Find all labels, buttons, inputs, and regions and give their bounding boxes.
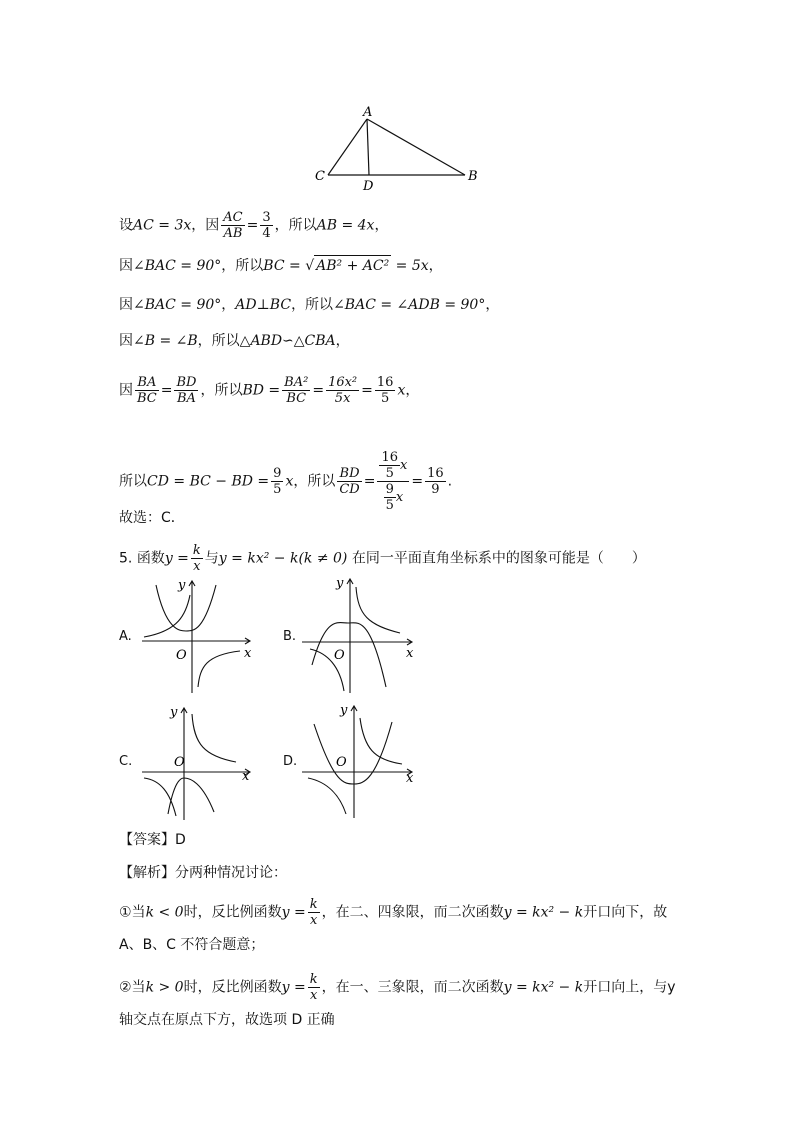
text: 在同一平面直角坐标系中的图象可能是（ ）: [351, 550, 646, 567]
num: 9: [273, 466, 282, 481]
sqrt-sign: √: [305, 258, 315, 274]
text: 与: [204, 550, 219, 567]
math: x: [397, 382, 406, 399]
option-d-label[interactable]: D.: [283, 754, 298, 769]
text: 设: [119, 217, 133, 234]
analysis-case-2-cont: 轴交点在原点下方，故选项 D 正确: [119, 1012, 335, 1028]
solution-choice: 故选：C．: [119, 510, 185, 526]
math: ∠B = ∠B: [133, 333, 198, 349]
den: 5: [273, 482, 282, 497]
math: AD⊥BC: [235, 297, 292, 313]
svg-text:x: x: [406, 646, 414, 661]
option-a-graph[interactable]: [138, 575, 258, 695]
text: ，: [221, 297, 236, 313]
den: 5: [375, 390, 396, 406]
text: ，所以: [291, 297, 334, 313]
den: 9: [425, 481, 446, 497]
fraction: [308, 897, 320, 928]
text: ，所以: [221, 258, 264, 274]
label-d: D: [363, 179, 374, 194]
fraction: [282, 375, 310, 406]
den: BA: [174, 390, 198, 406]
text: ，在一、三象限，而二次函数: [321, 979, 504, 996]
text: ，所以: [293, 473, 336, 490]
svg-text:y: y: [178, 578, 186, 593]
den: x: [191, 558, 203, 574]
math: CD = BC − BD =: [147, 473, 270, 490]
math: y =: [281, 904, 306, 921]
text: 函数: [136, 550, 165, 567]
num: BD: [339, 466, 360, 481]
text: .: [447, 473, 453, 490]
math: = 5x: [395, 258, 429, 274]
label-b: B: [468, 169, 478, 184]
text: 因: [119, 258, 133, 274]
option-b-label[interactable]: B.: [283, 629, 297, 644]
math: y = kx² − k(k ≠ 0): [218, 550, 348, 567]
analysis-head: 【解析】分两种情况讨论：: [119, 865, 287, 881]
fraction: [191, 543, 203, 574]
text: ，所以: [274, 217, 317, 234]
den: 5: [385, 498, 394, 513]
fraction: [260, 210, 272, 241]
num: k: [309, 972, 318, 987]
svg-text:x: x: [244, 646, 252, 661]
den: x: [308, 912, 320, 928]
radicand: AB² + AC²: [314, 255, 391, 276]
math: ∠BAC = ∠ADB = 90°: [333, 297, 486, 313]
text: 因: [119, 297, 133, 313]
num: $\frac{16}{5}$ x: [381, 450, 408, 481]
compound-fraction: [377, 450, 409, 513]
text: ，所以: [197, 333, 240, 349]
math: y =: [281, 979, 306, 996]
svg-text:y: y: [340, 703, 348, 718]
text: ，在二、四象限，而二次函数: [321, 904, 504, 921]
text: ，: [485, 297, 500, 313]
num: 16: [376, 375, 394, 390]
fraction: [174, 375, 198, 406]
question-5: [119, 543, 646, 574]
answer: 【答案】D: [119, 832, 186, 848]
text: 因: [119, 333, 133, 349]
text: ，: [405, 382, 420, 399]
text: 开口向上，与y: [583, 979, 676, 996]
option-a-label[interactable]: A.: [119, 629, 132, 644]
num: AC: [223, 210, 243, 225]
text: ，: [335, 333, 350, 349]
den: $\frac{9}{5}$ x: [377, 481, 409, 513]
fraction: [271, 466, 283, 497]
math: y = kx² − k: [503, 904, 584, 921]
eq: =: [246, 217, 259, 234]
analysis-case-1: [119, 897, 667, 928]
solution-line-2: [119, 255, 443, 276]
math: △ABD∽△CBA: [239, 333, 336, 349]
den: 5: [379, 465, 400, 481]
solution-line-6: 所以CD = BC − BD = $\frac{9}{5}$ x，所以 $\frac{BD}{CD}$ = $\frac{16}{5}$ x $\frac{9}{5}$ x = $\frac{16}{9}$ .: [119, 450, 453, 513]
svg-text:O: O: [334, 648, 345, 663]
num: 16: [427, 466, 444, 481]
math-ab: AB = 4x: [316, 217, 375, 234]
num: 16x²: [328, 375, 358, 390]
num: BD: [176, 375, 197, 390]
num: k: [309, 897, 318, 912]
triangle-figure: [310, 100, 490, 195]
text: 时，反比例函数: [183, 904, 282, 921]
text: ②当: [119, 979, 146, 996]
solution-line-4: [119, 331, 350, 351]
solution-line-5: 因 $\frac{BA}{BC}$ = $\frac{BD}{BA}$ ，所以BD = $\frac{\text{BA²}}{BC}$ = $\frac{\text{16x²}}{5x}$ = $\frac{16}{5}$ x，: [119, 375, 420, 406]
svg-text:O: O: [336, 755, 347, 770]
option-d-graph[interactable]: [298, 700, 418, 820]
fraction: [135, 375, 159, 406]
text: ，所以: [200, 382, 243, 399]
den: CD: [339, 482, 360, 497]
num: BA²: [284, 375, 309, 390]
fraction: [326, 375, 359, 406]
fraction: [375, 375, 396, 406]
den: 5x: [326, 390, 359, 406]
den: BC: [137, 391, 157, 406]
fraction: [221, 210, 244, 241]
math: y = kx² − k: [503, 979, 584, 996]
text: 开口向下，故: [583, 904, 668, 921]
den: 4: [262, 226, 271, 241]
option-c-graph[interactable]: [138, 702, 258, 822]
text: ①当: [119, 904, 146, 921]
math: ∠BAC = 90°: [133, 258, 222, 274]
text: ，: [374, 217, 389, 234]
fraction: [425, 466, 446, 497]
option-b-graph[interactable]: [298, 575, 418, 695]
text: 因: [119, 382, 133, 399]
text: 时，反比例函数: [183, 979, 282, 996]
math: k > 0: [145, 979, 184, 996]
fraction: [308, 972, 320, 1003]
svg-text:x: x: [406, 771, 414, 786]
math: BD =: [242, 382, 281, 399]
num: BA: [137, 375, 157, 390]
math: y =: [164, 550, 189, 567]
den: AB: [221, 225, 244, 241]
text: ，: [428, 258, 443, 274]
math: k < 0: [145, 904, 184, 921]
question-number: 5.: [119, 550, 133, 567]
math: x: [285, 473, 294, 490]
den: x: [308, 987, 320, 1003]
svg-text:O: O: [176, 648, 187, 663]
svg-text:y: y: [336, 576, 344, 591]
fraction: [337, 466, 361, 497]
option-c-label[interactable]: C.: [119, 754, 133, 769]
solution-line-1: [119, 210, 388, 241]
math: BC =: [263, 258, 301, 274]
analysis-case-1-cont: A、B、C 不符合题意；: [119, 937, 265, 953]
solution-line-3: [119, 295, 499, 315]
analysis-case-2: [119, 972, 676, 1003]
svg-text:y: y: [170, 705, 178, 720]
num: 3: [262, 210, 271, 225]
text: 所以: [119, 473, 147, 490]
num: 16: [381, 450, 398, 465]
label-a: A: [363, 105, 373, 120]
math: ∠BAC = 90°: [133, 297, 222, 313]
den: BC: [282, 390, 310, 406]
num: k: [192, 543, 201, 558]
svg-text:O: O: [174, 755, 185, 770]
label-c: C: [315, 169, 325, 184]
svg-text:x: x: [242, 769, 250, 784]
text: ，因: [191, 217, 220, 234]
num: 9: [385, 482, 394, 497]
math-ac: AC = 3x: [133, 217, 192, 234]
